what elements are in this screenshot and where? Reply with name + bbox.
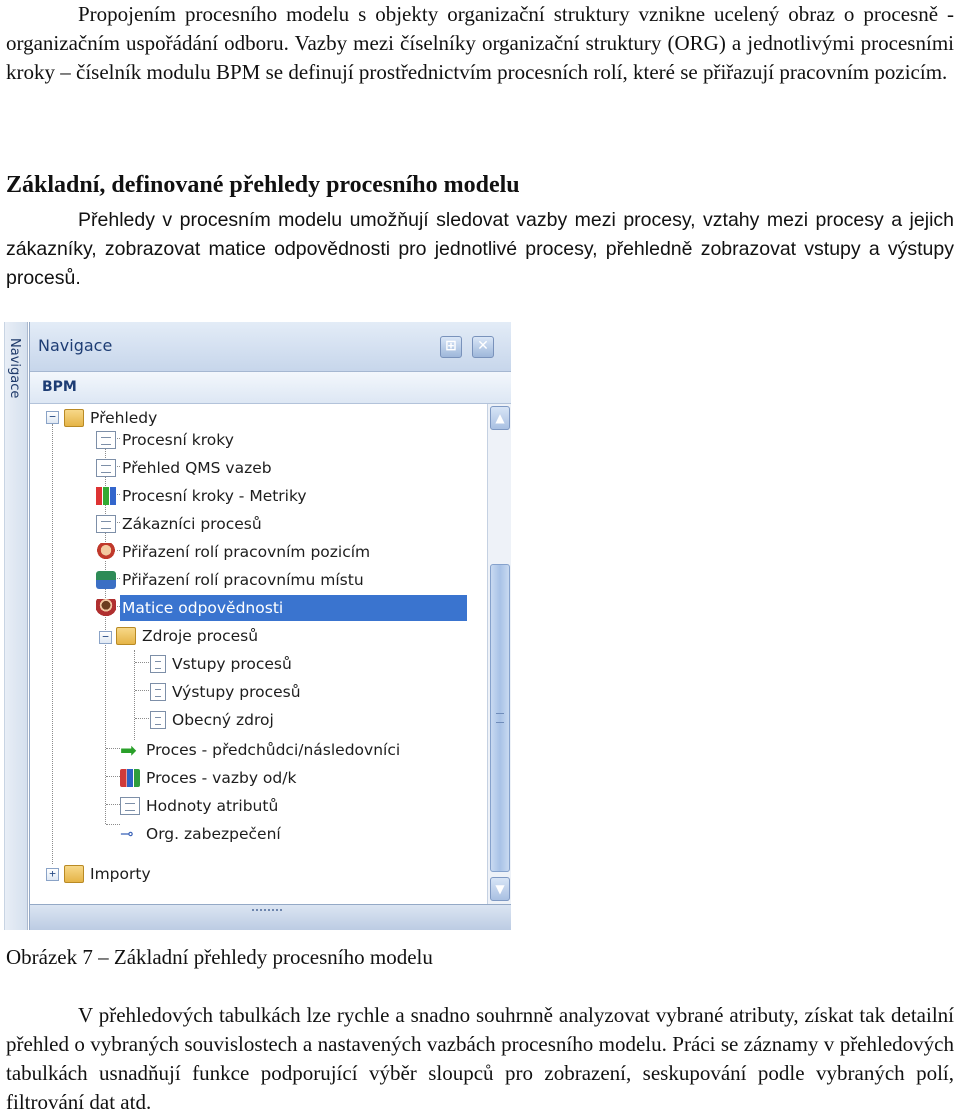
tree-item-label: Matice odpovědnosti <box>120 595 467 621</box>
tree-item-vystupy[interactable] <box>150 678 303 704</box>
figure-caption: Obrázek 7 – Základní přehledy procesního modelu <box>6 945 433 969</box>
tree-item-label: Obecný zdroj <box>172 710 274 729</box>
tree-item-label: Přehled QMS vazeb <box>122 458 272 477</box>
tree-item-role-pozice[interactable] <box>96 538 372 564</box>
tree-item-importy[interactable] <box>64 860 153 886</box>
folder-icon <box>64 409 84 427</box>
tree-item-label: Importy <box>90 864 151 883</box>
tree-item-label: Proces - vazby od/k <box>146 768 297 787</box>
tree-item-vazby[interactable] <box>120 764 298 790</box>
tree-item-procesni-kroky[interactable] <box>96 426 236 452</box>
tree-item-label: Org. zabezpečení <box>146 824 281 843</box>
tree-item-label: Proces - předchůdci/následovníci <box>146 740 401 759</box>
document-icon <box>150 683 166 701</box>
tree-item-predchudci[interactable] <box>120 736 402 762</box>
customer-list-icon <box>96 515 116 533</box>
connection-icon: ⊸ <box>120 823 134 843</box>
scroll-down-icon[interactable]: ▼ <box>490 877 510 901</box>
tree-item-label: Procesní kroky <box>122 430 234 449</box>
overview-paragraph: Přehledy v procesním modelu umožňují sledovat vazby mezi procesy, vztahy mezi procesy a jejich zákazníky, zobrazovat matice odpovědnosti pro jednotlivé procesy, přehledně zobrazovat vstupy a výstupy procesů. <box>6 209 954 289</box>
scroll-up-icon[interactable]: ▲ <box>490 406 510 430</box>
tree-item-label: Přiřazení rolí pracovním pozicím <box>122 542 371 561</box>
expand-icon[interactable]: + <box>46 868 59 881</box>
tree-scrollbar[interactable] <box>487 404 511 904</box>
scrollbar-grip-icon <box>496 713 504 723</box>
folder-icon <box>116 627 136 645</box>
tree-item-label: Zdroje procesů <box>142 626 259 645</box>
tree-item-role-misto[interactable] <box>96 566 366 592</box>
bpm-section-header[interactable] <box>30 372 511 404</box>
attributes-list-icon <box>120 797 140 815</box>
close-icon[interactable]: ✕ <box>472 336 494 358</box>
workplace-icon <box>96 571 116 589</box>
tree-item-hodnoty[interactable] <box>120 792 280 818</box>
pin-icon[interactable]: ⊞ <box>440 336 462 358</box>
navigation-tree <box>30 404 485 904</box>
tree-item-label: Hodnoty atributů <box>146 796 279 815</box>
panel-resize-bar[interactable] <box>30 904 511 930</box>
tree-item-label: Zákazníci procesů <box>122 514 262 533</box>
collapse-icon[interactable]: − <box>99 631 112 644</box>
tree-item-label: Přiřazení rolí pracovnímu místu <box>122 570 364 589</box>
tree-item-label: Procesní kroky - Metriky <box>122 486 307 505</box>
navigation-panel <box>29 322 511 930</box>
section-heading: Základní, definované přehledy procesního modelu <box>6 172 520 198</box>
panel-title-bar <box>30 322 511 372</box>
panel-title: Navigace <box>38 336 113 355</box>
printer-icon <box>96 431 116 449</box>
document-icon <box>150 655 166 673</box>
tree-item-metriky[interactable] <box>96 482 309 508</box>
tree-item-qms[interactable] <box>96 454 274 480</box>
resize-grip-icon <box>252 909 282 915</box>
tree-item-label: Vstupy procesů <box>172 654 292 673</box>
tree-item-zdroje[interactable] <box>116 622 260 648</box>
tree-item-vstupy[interactable] <box>150 650 294 676</box>
closing-paragraph: V přehledových tabulkách lze rychle a snadno souhrnně analyzovat vybrané atributy, získat tak detailní přehled o vybraných souvislostech a nastavených vazbách procesního modelu. Práci se záznamy v přehledových tabulkách usnadňují funkce podporující výběr sloupců pro zobrazení, seskupování podle vybraných polí, filtrování dat atd. <box>6 1003 954 1114</box>
document-icon <box>150 711 166 729</box>
navigation-side-tab-label: Navigace <box>7 338 22 399</box>
responsibility-matrix-icon <box>96 599 116 617</box>
person-role-icon <box>96 543 116 561</box>
scrollbar-thumb[interactable] <box>490 564 510 872</box>
tree-item-matice[interactable] <box>96 594 467 620</box>
tree-item-label: Přehledy <box>90 408 158 427</box>
navigation-panel-figure <box>4 322 511 930</box>
navigation-side-tab[interactable] <box>5 322 28 930</box>
tree-item-obecny[interactable] <box>150 706 276 732</box>
tree-item-label: Výstupy procesů <box>172 682 301 701</box>
collapse-icon[interactable]: − <box>46 411 59 424</box>
bar-chart-icon <box>96 487 116 505</box>
tree-item-zakaznici[interactable] <box>96 510 264 536</box>
checklist-icon <box>96 459 116 477</box>
arrow-right-icon: ➡ <box>120 737 137 762</box>
process-links-icon <box>120 769 140 787</box>
folder-icon <box>64 865 84 883</box>
tree-item-org[interactable] <box>120 820 283 846</box>
bpm-section-label: BPM <box>42 379 77 395</box>
intro-paragraph: Propojením procesního modelu s objekty organizační struktury vznikne ucelený obraz o procesně - organizačním uspořádání odboru. Vazby mezi číselníky organizační struktury (ORG) a jednotlivými procesními kroky – číselník modulu BPM se definují prostřednictvím procesních rolí, které se přiřazují pracovním pozicím. <box>6 2 954 84</box>
